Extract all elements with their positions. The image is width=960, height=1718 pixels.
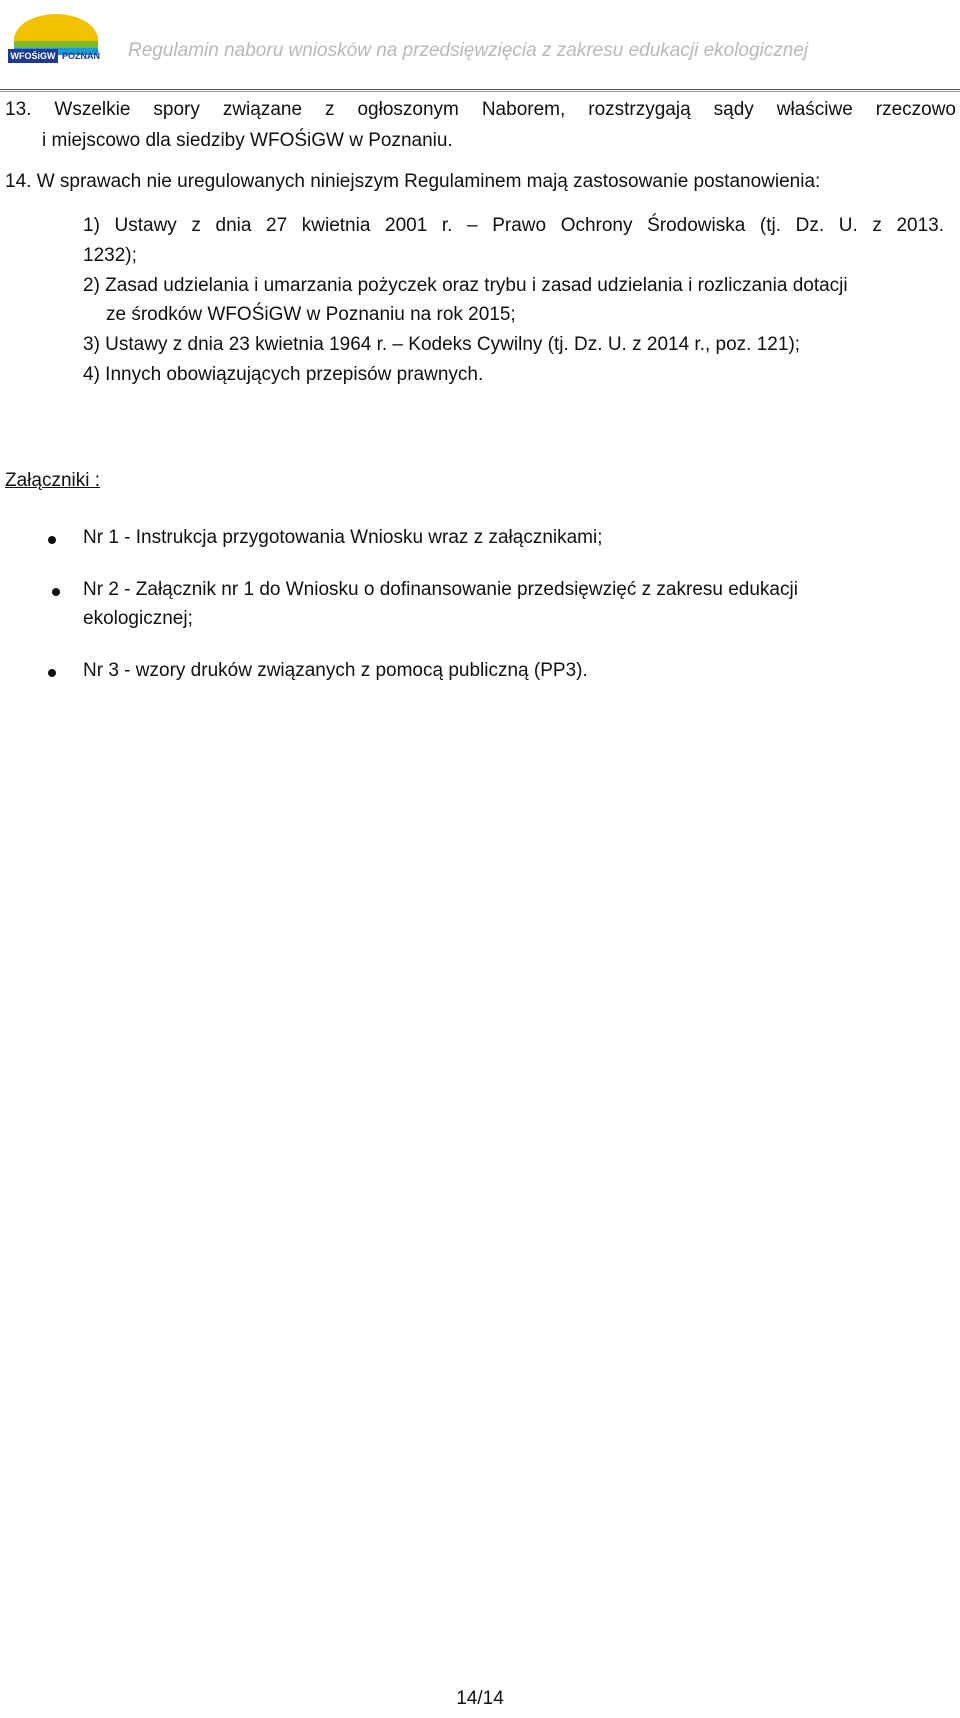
attachments-heading: Załączniki : — [5, 470, 101, 491]
sub-item-3: 3) Ustawy z dnia 23 kwietnia 1964 r. – Kodeks Cywilny (tj. Dz. U. z 2014 r., poz. 121); — [83, 334, 801, 355]
item-13-line-1: 13. Wszelkie spory związane z ogłoszonym Naborem, rozstrzygają sądy właściwe rzeczowo — [5, 99, 956, 120]
sub-item-1-line-2: 1232); — [83, 245, 137, 266]
document-header-title: Regulamin naboru wniosków na przedsięwzięcia z zakresu edukacji ekologicznej — [128, 40, 809, 61]
page-number: 14/14 — [456, 1688, 504, 1709]
logo-wfos-text: WFOŚiGW — [8, 49, 58, 63]
logo-city-text: POZNAŃ — [62, 51, 100, 61]
item-13-line-2: i miejscowo dla siedziby WFOŚiGW w Poznaniu. — [42, 130, 453, 151]
bullet-icon — [48, 536, 56, 544]
sub-item-1-line-1: 1) Ustawy z dnia 27 kwietnia 2001 r. – Prawo Ochrony Środowiska (tj. Dz. U. z 2013. — [83, 215, 944, 236]
logo-label — [8, 49, 104, 63]
bullet-icon — [48, 669, 56, 677]
bullet-icon — [52, 588, 60, 596]
sub-item-2-line-2: ze środków WFOŚiGW w Poznaniu na rok 2015; — [106, 304, 516, 325]
item-14-line-1: 14. W sprawach nie uregulowanych niniejszym Regulaminem mają zastosowanie postanowienia: — [5, 171, 821, 192]
header-divider-secondary — [0, 91, 960, 92]
sub-item-2-line-1: 2) Zasad udzielania i umarzania pożyczek oraz trybu i zasad udzielania i rozliczania dotacji — [83, 275, 848, 296]
sub-item-4: 4) Innych obowiązujących przepisów prawnych. — [83, 364, 484, 385]
attachment-3: Nr 3 - wzory druków związanych z pomocą publiczną (PP3). — [83, 660, 588, 681]
page-header — [0, 0, 960, 92]
attachment-1: Nr 1 - Instrukcja przygotowania Wniosku wraz z załącznikami; — [83, 527, 603, 548]
header-divider — [0, 89, 960, 90]
attachment-2-line-1: Nr 2 - Załącznik nr 1 do Wniosku o dofinansowanie przedsięwzięć z zakresu edukacji — [83, 579, 798, 600]
attachment-2-line-2: ekologicznej; — [83, 608, 193, 629]
